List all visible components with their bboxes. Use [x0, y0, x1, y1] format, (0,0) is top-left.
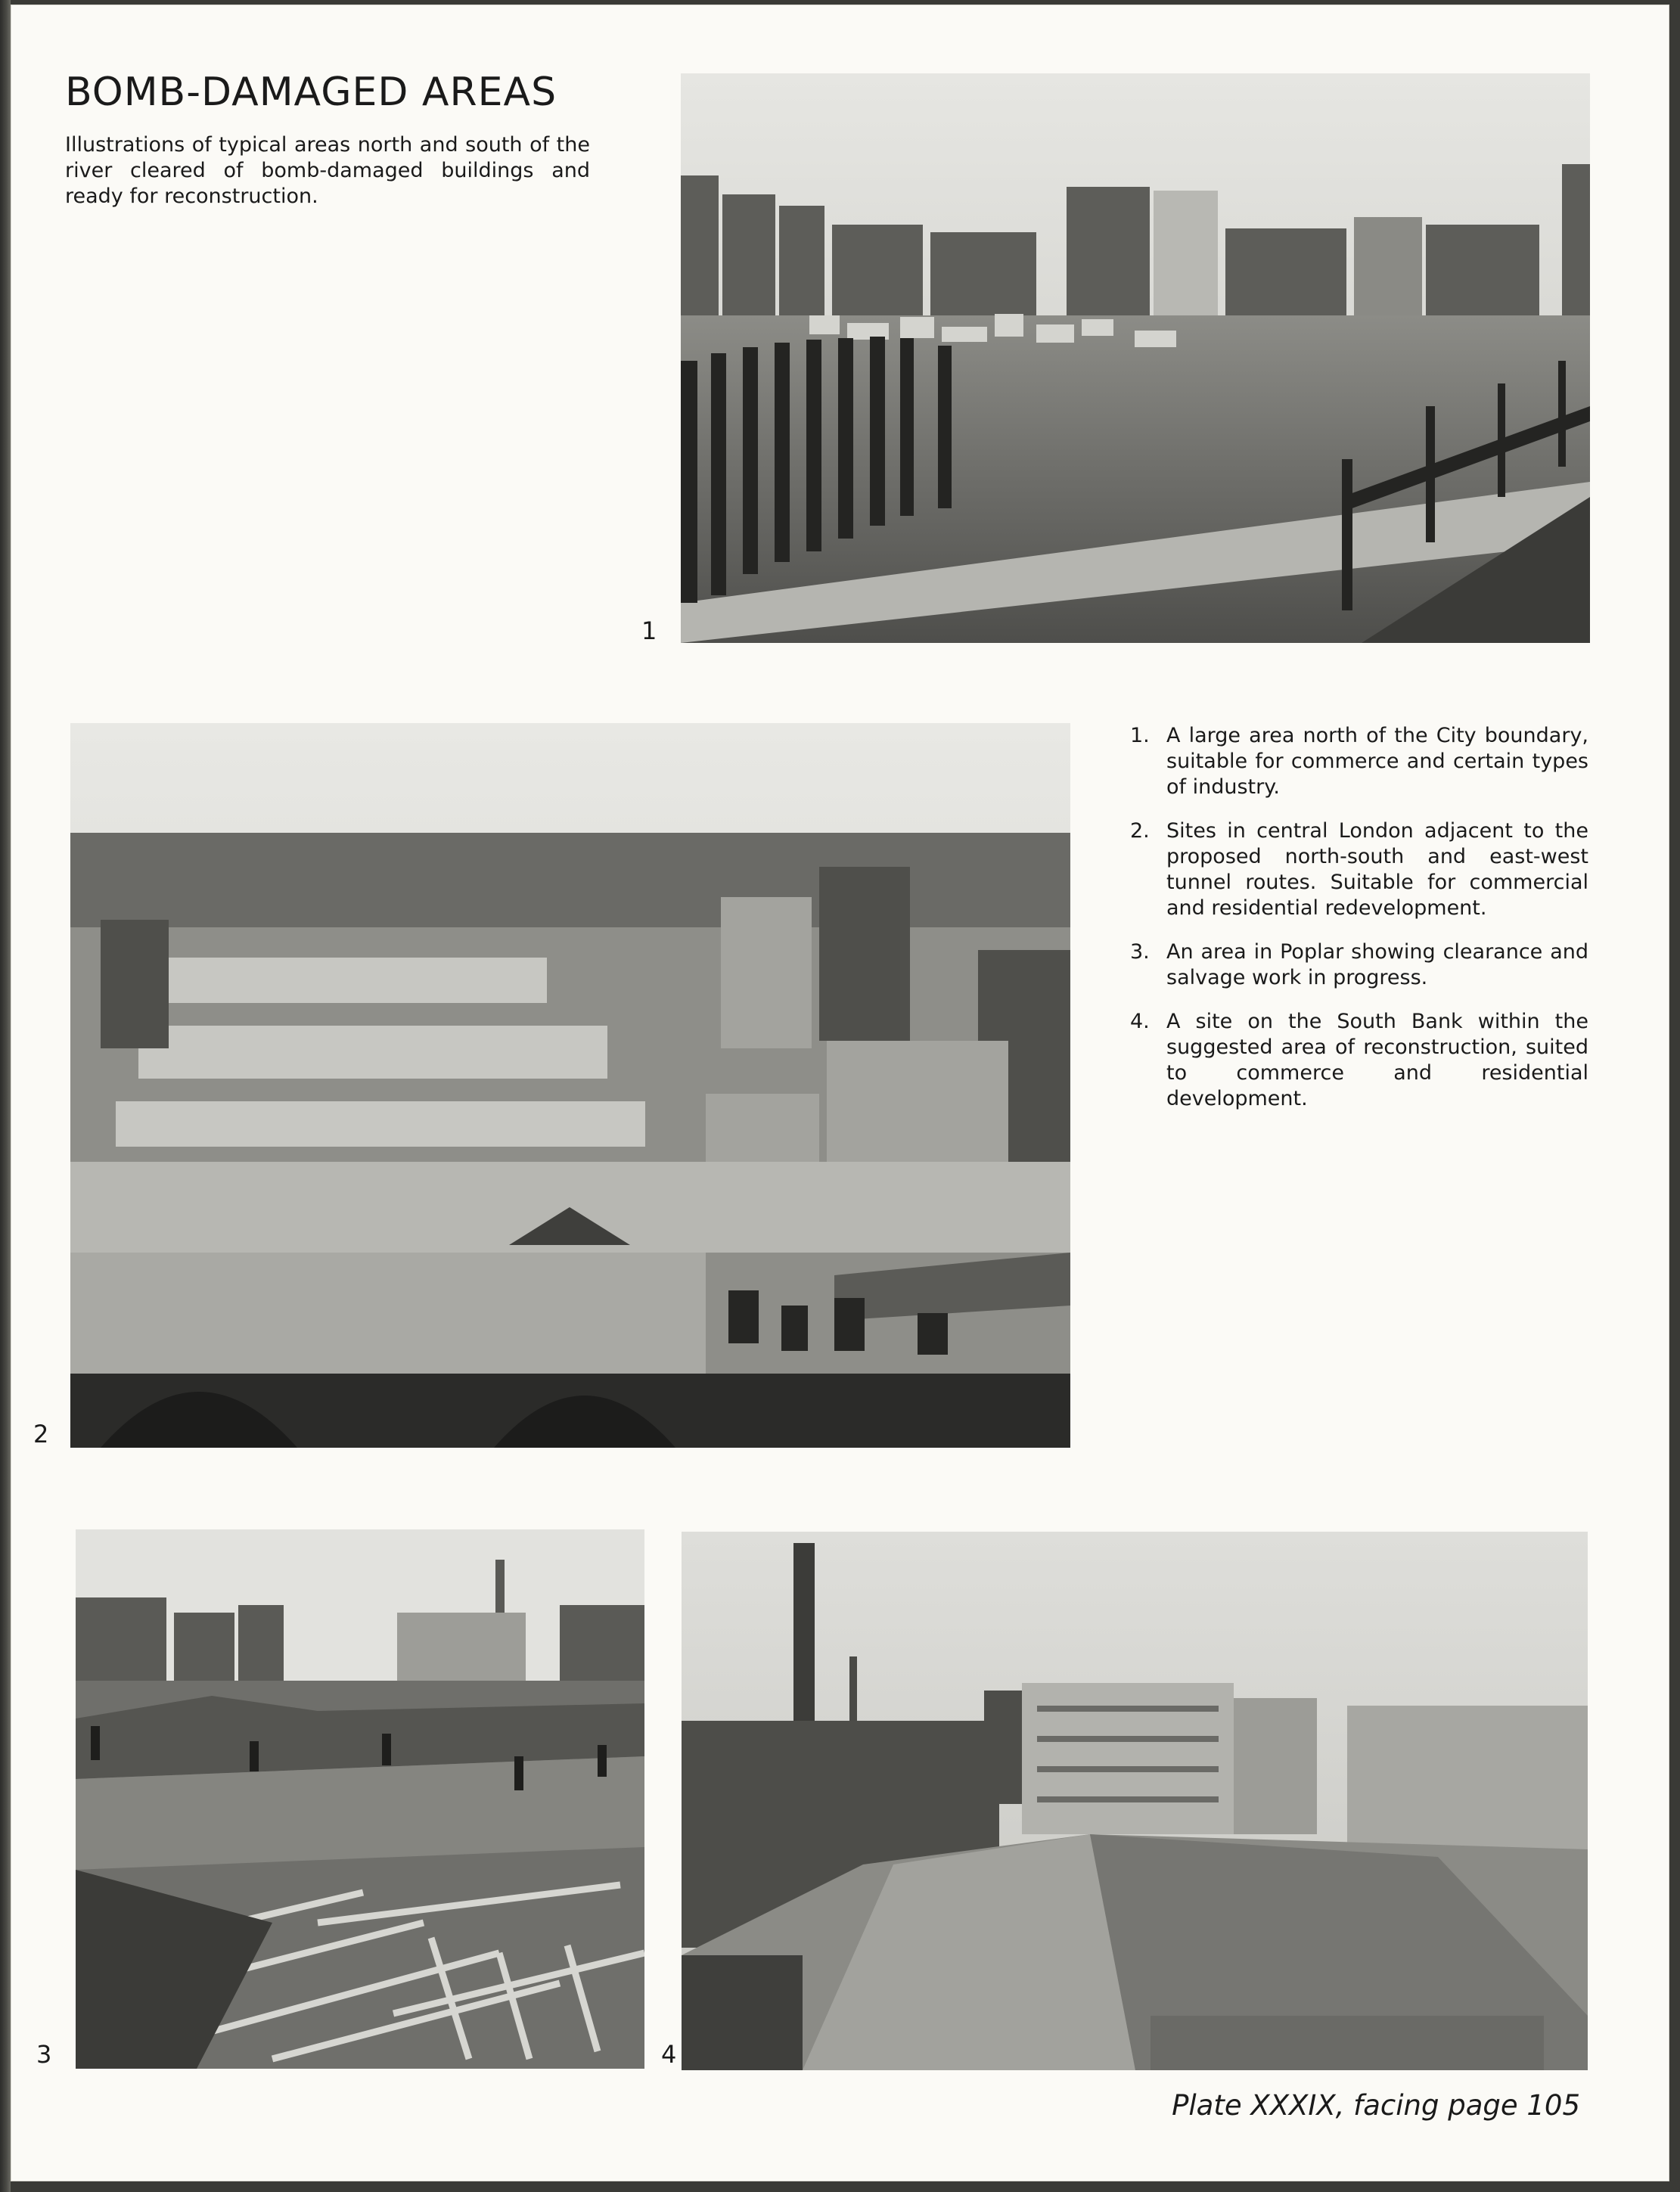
caption-text: A large area north of the City boundary, suitable for commerce and certain types of industry.	[1166, 724, 1588, 799]
caption-item	[1130, 723, 1588, 800]
caption-text: A site on the South Bank within the suggested area of reconstruction, suited to commerce and residential development.	[1166, 1010, 1588, 1110]
caption-number: 1.	[1130, 724, 1150, 747]
photo-3-number: 3	[36, 2040, 52, 2069]
photo-1-number: 1	[641, 616, 657, 645]
caption-number: 2.	[1130, 819, 1150, 843]
caption-item	[1130, 1009, 1588, 1112]
photo-2-central-london-sites	[70, 723, 1070, 1448]
plate-caption: Plate XXXIX, facing page 105	[1172, 2089, 1580, 2122]
photo-2-number: 2	[33, 1420, 49, 1448]
caption-item	[1130, 818, 1588, 921]
photo-4-south-bank-site	[682, 1532, 1588, 2070]
photo-1-cleared-site-north-of-city	[681, 73, 1590, 643]
photo-4-number: 4	[661, 2040, 677, 2069]
caption-text: An area in Poplar showing clearance and salvage work in progress.	[1166, 940, 1588, 989]
photo-3-poplar-salvage-work	[76, 1529, 644, 2069]
binding-edge	[0, 0, 11, 2192]
caption-text: Sites in central London adjacent to the proposed north-south and east-west tunnel routes. Suitable for commercial and residential redevelopment.	[1166, 819, 1588, 920]
page-title: BOMB-DAMAGED AREAS	[65, 70, 557, 115]
caption-number: 4.	[1130, 1010, 1150, 1033]
caption-item	[1130, 939, 1588, 991]
intro-text: Illustrations of typical areas north and south of the river cleared of bomb-damaged buildings and ready for reconstruction.	[65, 133, 590, 208]
caption-list	[1130, 723, 1588, 1130]
caption-number: 3.	[1130, 940, 1150, 964]
